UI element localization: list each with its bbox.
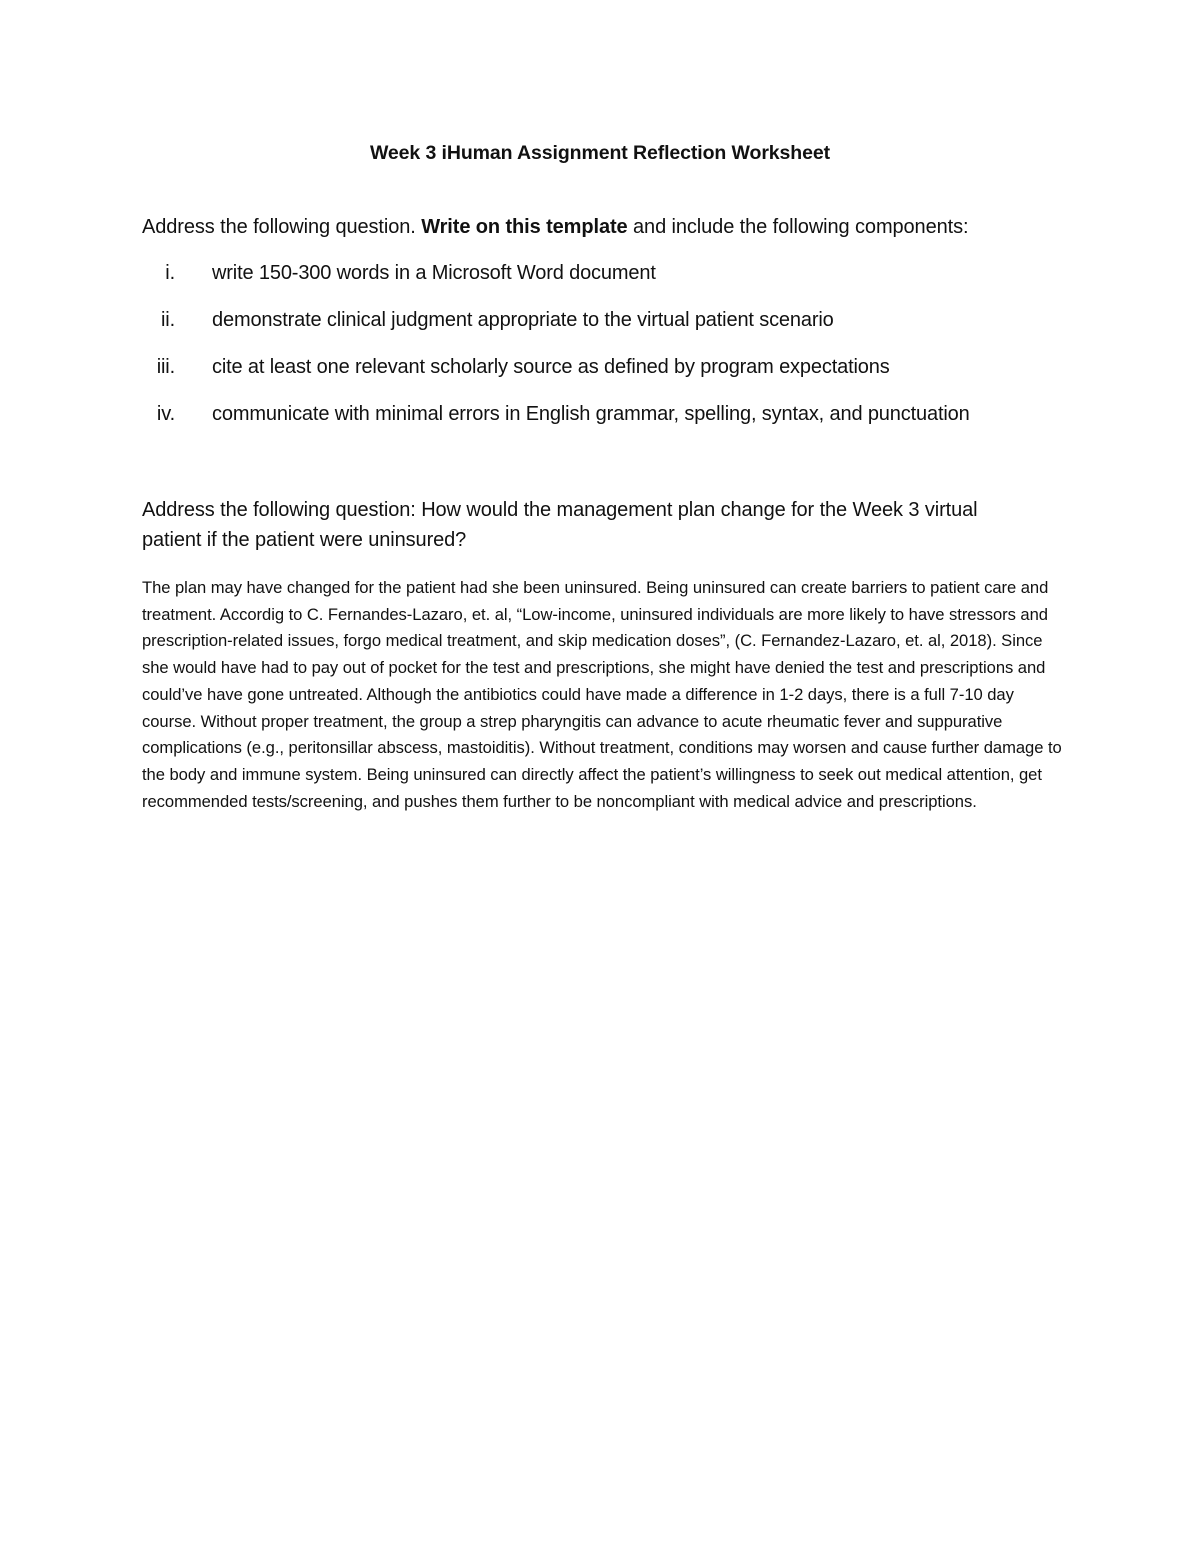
requirement-item xyxy=(0,262,1200,309)
requirement-number: iii. xyxy=(156,356,175,378)
requirement-number: i. xyxy=(165,262,175,284)
requirement-text: write 150-300 words in a Microsoft Word document xyxy=(212,262,656,284)
instructions-suffix: and include the following components: xyxy=(627,216,969,238)
requirement-text: cite at least one relevant scholarly source as defined by program expectations xyxy=(212,356,890,378)
requirement-item xyxy=(0,309,1200,356)
answer-paragraph: The plan may have changed for the patient had she been uninsured. Being uninsured can create barriers to patient care and treatment. Accordig to C. Fernandes-Lazaro, et. al, “Low-income, uninsured individuals are more likely to have stressors and prescription-related issues, forgo medical treatment, and skip medication doses”, (C. Fernandez-Lazaro, et. al, 2018). Since she would have had to pay out of pocket for the test and prescriptions, she might have denied the test and prescriptions and could’ve have gone untreated. Although the antibiotics could have made a difference in 1-2 days, there is a full 7-10 day course. Without proper treatment, the group a strep pharyngitis can advance to acute rheumatic fever and suppurative complications (e.g., peritonsillar abscess, mastoiditis). Without treatment, conditions may worsen and cause further damage to the body and immune system. Being uninsured can directly affect the patient’s willingness to seek out medical attention, get recommended tests/screening, and pushes them further to be noncompliant with medical advice and prescriptions. xyxy=(142,578,1062,811)
question-heading: Address the following question: How would the management plan change for the Week 3 virtual patient if the patient were uninsured? xyxy=(142,499,978,551)
instructions-prefix: Address the following question. xyxy=(142,216,422,238)
instructions-paragraph xyxy=(142,216,1082,239)
requirement-item xyxy=(0,403,1200,450)
instructions-emphasis: Write on this template xyxy=(421,216,628,238)
requirement-text: demonstrate clinical judgment appropriate to the virtual patient scenario xyxy=(212,309,834,331)
requirements-list xyxy=(0,262,1200,450)
requirement-number: ii. xyxy=(161,309,175,331)
requirement-number: iv. xyxy=(156,403,175,425)
requirement-text: communicate with minimal errors in English grammar, spelling, syntax, and punctuation xyxy=(212,403,970,425)
document-title: Week 3 iHuman Assignment Reflection Worksheet xyxy=(369,142,830,164)
requirement-item xyxy=(0,356,1200,403)
